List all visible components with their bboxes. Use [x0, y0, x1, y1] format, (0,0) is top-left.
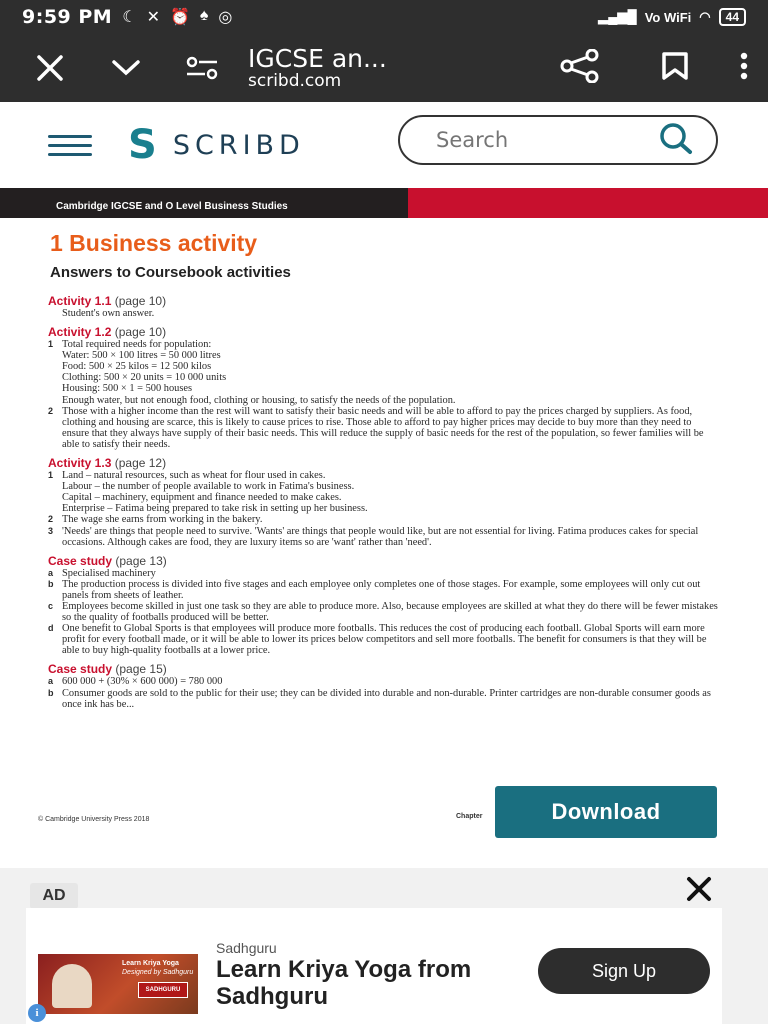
answer-number: 2 [48, 405, 54, 416]
activity-heading [48, 554, 718, 568]
ad-close-icon[interactable] [686, 876, 712, 910]
answer-item [48, 526, 718, 548]
answer-text: Specialised machinery [62, 567, 156, 579]
activity-title: Case study [48, 553, 113, 568]
answer-item [48, 688, 718, 710]
activity-heading [48, 325, 718, 339]
answer-number: 1 [48, 470, 54, 481]
activity-heading [48, 662, 718, 676]
activity-page-ref: (page 10) [114, 325, 167, 340]
activity-page-ref: (page 15) [115, 662, 167, 677]
battery-icon: 44 [719, 8, 746, 26]
answer-item [48, 308, 718, 319]
answer-item [48, 470, 718, 514]
scribd-logo-text: SCRIBD [172, 129, 305, 161]
moon-icon: ☾ [122, 9, 137, 26]
activity-heading [48, 456, 718, 470]
answer-text: One benefit to Global Sports is that employees will produce more footballs. This reduces the cost of producing each football. Global Sports will earn more profit for every football made, or it will be able to lower its prices below competitors and sell more footballs. The benefit for consumers is that they will be able to buy high-quality footballs at a lower price. [62, 623, 707, 657]
close-icon[interactable] [22, 40, 78, 96]
banner-accent [408, 188, 768, 218]
answer-number: a [48, 676, 54, 687]
more-options-icon[interactable] [740, 52, 748, 85]
answer-number: 3 [48, 525, 54, 536]
browser-toolbar [0, 34, 768, 102]
ad-info-icon[interactable]: i [28, 1004, 46, 1022]
answer-number: b [48, 687, 54, 698]
network-label: Vo WiFi [644, 9, 692, 25]
section-subtitle: Answers to Coursebook activities [50, 264, 291, 281]
document-page [0, 188, 768, 848]
ad-container [0, 868, 768, 1024]
answer-number [48, 308, 62, 319]
answer-text: The production process is divided into five stages and each employee only completes one of those stages. For example, some employees will only cut out panels from sheets of leather. [62, 578, 701, 601]
answer-number: 2 [48, 514, 54, 525]
answer-item [48, 601, 718, 623]
answer-text: Enterprise – Fatima being prepared to take risk in setting up her business. [62, 503, 368, 515]
answer-number: c [48, 600, 54, 611]
ad-card[interactable] [26, 908, 722, 1024]
ad-thumbnail-title: Learn Kriya Yoga [122, 960, 179, 967]
answer-text: Land – natural resources, such as wheat for flour used in cakes. [62, 470, 326, 482]
answer-text: Clothing: 500 × 20 units = 10 000 units [62, 372, 227, 384]
document-banner [0, 188, 768, 218]
ad-thumbnail-subtitle: Designed by Sadhguru [122, 969, 194, 976]
scribd-logo[interactable] [128, 122, 305, 168]
document-footer-chapter: Chapter [456, 813, 483, 820]
record-icon: ◎ [218, 9, 233, 26]
activity-heading [48, 294, 718, 308]
answer-text: Student's own answer. [62, 308, 155, 319]
chapter-title: 1 Business activity [50, 230, 258, 256]
answer-number: d [48, 623, 54, 634]
answer-item [48, 339, 718, 406]
document-header: Cambridge IGCSE and O Level Business Studies [0, 188, 408, 218]
status-bar [0, 0, 768, 34]
hamburger-menu-icon[interactable] [48, 135, 92, 156]
wifi-icon: ◠ [699, 9, 711, 24]
answer-text: 'Needs' are things that people need to survive. 'Wants' are things that people would like, but are not essential for living. Fatima produces cakes for special occasions. Although cakes are food, they are luxury items so are 'want' rather than 'need'. [62, 525, 699, 548]
search-box[interactable] [398, 115, 718, 165]
activity-title: Activity 1.2 [48, 325, 112, 340]
bookmark-icon[interactable] [660, 51, 690, 86]
answer-item [48, 623, 718, 656]
ad-thumbnail-logo: SADHGURU [138, 982, 188, 998]
activity-page-ref: (page 13) [115, 553, 167, 568]
activity-title: Activity 1.3 [48, 456, 112, 471]
answer-item [48, 579, 718, 601]
ad-signup-button[interactable]: Sign Up [538, 948, 710, 994]
answer-number: a [48, 567, 54, 578]
answer-item [48, 406, 718, 450]
document-body [48, 288, 718, 710]
answer-number: 1 [48, 339, 54, 350]
signal-icon: ▂▄▆█ [598, 9, 637, 24]
chevron-down-icon[interactable] [98, 40, 154, 96]
mute-icon: ✕ [146, 9, 160, 26]
search-input[interactable] [436, 128, 636, 152]
answer-text: The wage she earns from working in the bakery. [62, 514, 263, 526]
answer-text: Labour – the number of people available to work in Fatima's business. [62, 481, 355, 493]
ad-thumbnail-portrait [52, 964, 92, 1008]
page-url: scribd.com [248, 71, 342, 92]
scribd-header [0, 102, 768, 188]
answer-item [48, 676, 718, 687]
document-footer-copyright: © Cambridge University Press 2018 [38, 816, 150, 823]
activity-page-ref: (page 12) [114, 456, 167, 471]
status-time: 9:59 PM [22, 6, 113, 28]
ad-advertiser: Sadhguru [216, 940, 277, 956]
snapchat-icon: ♠ [199, 7, 209, 24]
answer-text: Housing: 500 × 1 = 500 houses [62, 383, 193, 395]
answer-item [48, 568, 718, 579]
activity-page-ref: (page 10) [114, 294, 167, 308]
answer-text: Food: 500 × 25 kilos = 12 500 kilos [62, 361, 212, 373]
answer-item [48, 514, 718, 525]
search-icon[interactable] [656, 121, 696, 160]
answer-number: b [48, 578, 54, 589]
answer-text: Water: 500 × 100 litres = 50 000 litres [62, 350, 221, 362]
answer-text: Those with a higher income than the rest will want to satisfy their basic needs and will be able to afford to pay the prices charged by suppliers. As food, clothing and housing are scarce, this is likely to cause prices to rise. Those able to afford to pay higher prices may decide to buy more than they need to ensure that they always have supply of their basic needs. This will reduce the supply of basic needs for the rest of the population, so fewer families will be able to satisfy their needs. [62, 405, 704, 450]
answer-text: Employees become skilled in just one task so they are able to produce more. Also, because employees are skilled at what they do there will be fewer mistakes so the quality of footballs produced will be better. [62, 600, 718, 624]
site-settings-icon[interactable] [174, 40, 230, 96]
answer-text: Consumer goods are sold to the public for their use; they can be divided into durable and non-durable. Printer cartridges are non-durable consumer goods as once ink has be... [62, 687, 711, 710]
ad-headline[interactable]: Learn Kriya Yoga from Sadhguru [216, 956, 472, 1010]
ad-thumbnail[interactable] [38, 954, 198, 1014]
share-icon[interactable] [560, 49, 600, 88]
page-info[interactable] [248, 45, 387, 91]
download-button[interactable]: Download [495, 786, 717, 838]
page-title: IGCSE an... [248, 43, 387, 73]
ad-label: AD [30, 883, 78, 909]
answer-text: Total required needs for population: [62, 339, 212, 351]
scribd-logo-icon: S [128, 122, 157, 168]
answer-text: Enough water, but not enough food, clothing or housing, to satisfy the needs of the population. [62, 394, 456, 406]
notification-icons [122, 7, 232, 27]
activity-title: Activity 1.1 [48, 294, 112, 308]
answer-text: 600 000 + (30% × 600 000) = 780 000 [62, 676, 223, 688]
alarm-icon: ⏰ [169, 9, 190, 26]
answer-text: Capital – machinery, equipment and finance needed to make cakes. [62, 492, 342, 504]
activity-title: Case study [48, 662, 113, 677]
